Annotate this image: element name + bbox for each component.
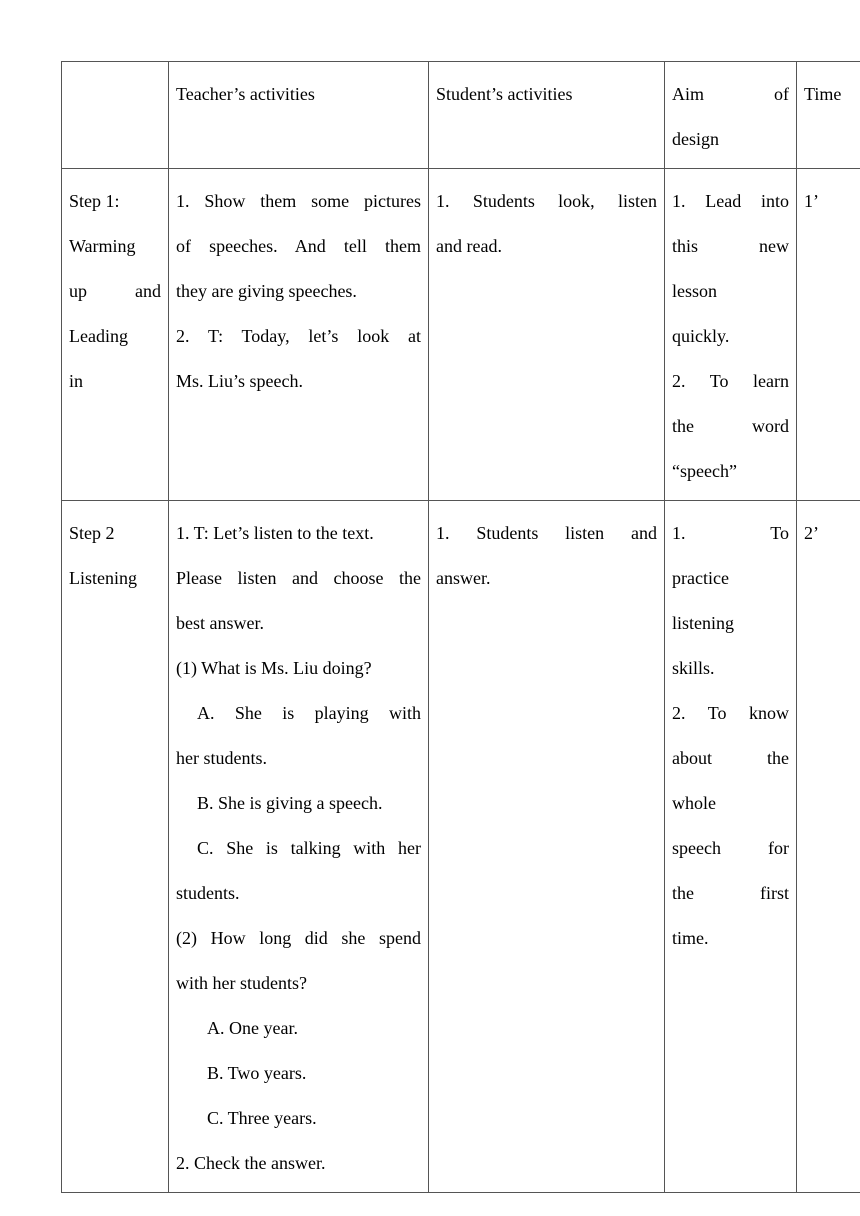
text-line: B. Two years. [207, 1063, 307, 1083]
step-cell [62, 169, 169, 501]
header-aim-word: Aim [672, 84, 705, 104]
teacher-activities-cell [169, 501, 429, 1193]
table-header-row [62, 62, 860, 169]
step-line: Listening [69, 568, 137, 588]
text-line: answer. [436, 568, 491, 588]
text-line: and read. [436, 236, 502, 256]
text-line: best answer. [176, 613, 264, 633]
text-line: 1. Show them some pictures [176, 191, 421, 211]
text-line: with her students? [176, 973, 307, 993]
step-line: Leading [69, 326, 128, 346]
text-line: this new [672, 236, 789, 256]
text-line: whole [672, 793, 716, 813]
text-line: B. She is giving a speech. [197, 793, 383, 813]
text-line: listening [672, 613, 734, 633]
text-line: 1. T: Let’s listen to the text. [176, 523, 374, 543]
text-line: about the [672, 748, 789, 768]
text-line: lesson [672, 281, 717, 301]
text-line: “speech” [672, 461, 737, 481]
text-line: 1. Students listen and [436, 523, 657, 543]
header-teacher-activities: Teacher’s activities [169, 62, 429, 169]
text-line: speech for [672, 838, 789, 858]
time-cell: 1’ [797, 169, 860, 501]
header-aim-of-design [665, 62, 797, 169]
time-cell: 2’ [797, 501, 860, 1193]
table-row [62, 501, 860, 1193]
text-line: Please listen and choose the [176, 568, 421, 588]
step-line: in [69, 371, 84, 391]
text-line: C. Three years. [207, 1108, 317, 1128]
header-step [62, 62, 169, 169]
text-line: students. [176, 883, 240, 903]
text-line: (2) How long did she spend [176, 928, 421, 948]
student-activities-cell [429, 501, 665, 1193]
aim-cell [665, 501, 797, 1193]
text-line: 2. T: Today, let’s look at [176, 326, 421, 346]
text-line: quickly. [672, 326, 730, 346]
step-line: Step 1: [69, 191, 120, 211]
step-line: Warming [69, 236, 136, 256]
header-student-activities: Student’s activities [429, 62, 665, 169]
header-time: Time [797, 62, 860, 169]
text-line: the word [672, 416, 789, 436]
text-line: the first [672, 883, 789, 903]
text-line: practice [672, 568, 729, 588]
step-cell [62, 501, 169, 1193]
text-line: 1. Lead into [672, 191, 789, 211]
text-line: skills. [672, 658, 715, 678]
step-line: up and [69, 281, 161, 301]
teacher-activities-cell [169, 169, 429, 501]
student-activities-cell [429, 169, 665, 501]
text-line: her students. [176, 748, 267, 768]
table-row [62, 169, 860, 501]
text-line: Ms. Liu’s speech. [176, 371, 303, 391]
text-line: time. [672, 928, 709, 948]
text-line: 1. To [672, 523, 789, 543]
step-line: Step 2 [69, 523, 115, 543]
text-line: they are giving speeches. [176, 281, 357, 301]
text-line: of speeches. And tell them [176, 236, 421, 256]
text-line: A. She is playing with [197, 703, 421, 723]
text-line: A. One year. [207, 1018, 298, 1038]
aim-cell [665, 169, 797, 501]
header-of-word: of [774, 84, 789, 104]
text-line: 1. Students look, listen [436, 191, 657, 211]
text-line: C. She is talking with her [197, 838, 421, 858]
text-line: 2. To know [672, 703, 789, 723]
text-line: 2. To learn [672, 371, 789, 391]
text-line: 2. Check the answer. [176, 1153, 326, 1173]
lesson-plan-table [61, 61, 860, 1193]
header-design-word: design [672, 129, 719, 149]
text-line: (1) What is Ms. Liu doing? [176, 658, 372, 678]
